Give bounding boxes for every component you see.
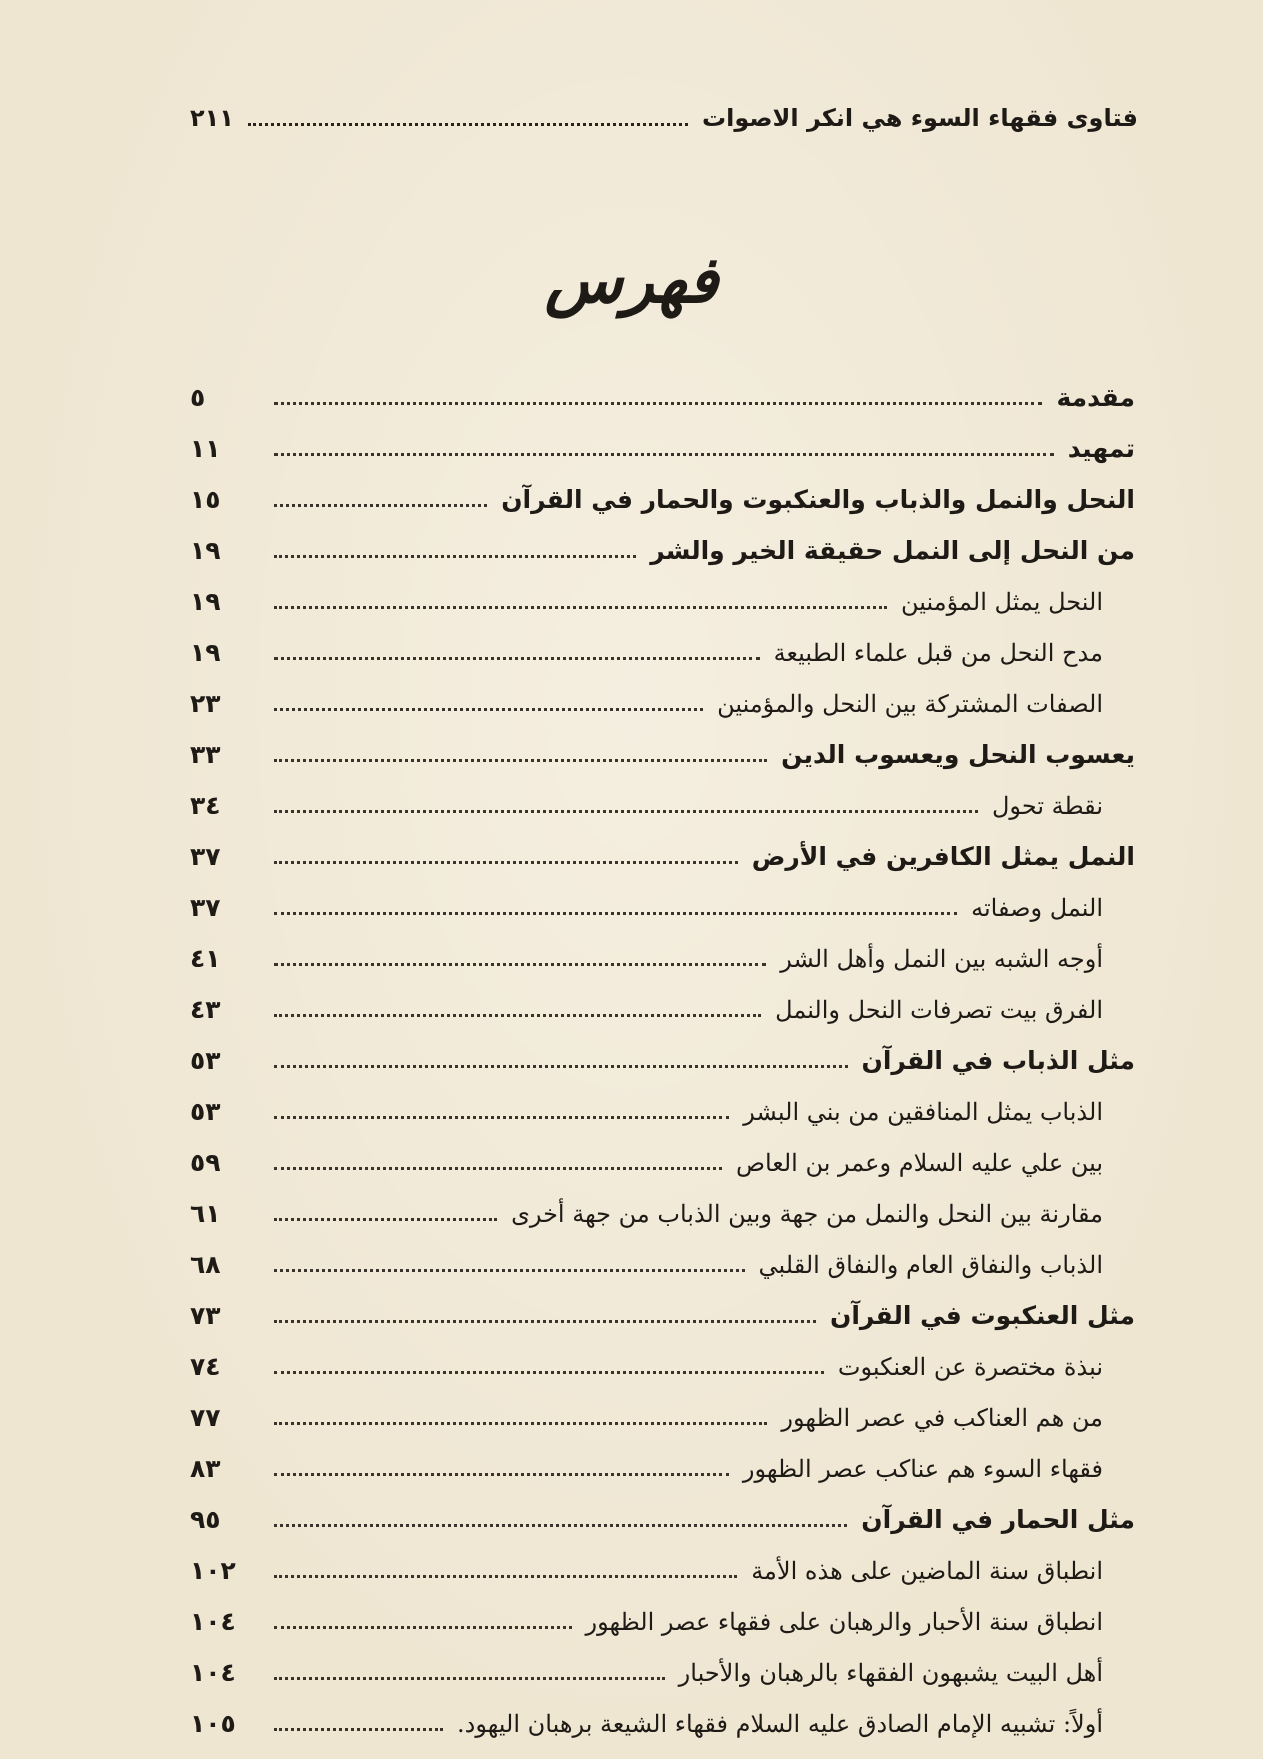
toc-entry [190, 1698, 1135, 1749]
toc-entry-page-number: ١٥ [190, 485, 221, 514]
toc-entry-title: بين علي عليه السلام وعمر بن العاص [735, 1148, 1103, 1177]
toc-entry-title: فقهاء السوء هم عناكب عصر الظهور [742, 1454, 1103, 1483]
dot-leader [274, 657, 760, 660]
toc-entry [190, 576, 1135, 627]
toc-entry-page-number: ٤٣ [190, 995, 221, 1024]
toc-entry-title: مثل الحمار في القرآن [861, 1505, 1135, 1534]
toc-entry-title: يعسوب النحل ويعسوب الدين [781, 740, 1135, 769]
table-of-contents [190, 372, 1135, 1749]
toc-entry-title: أولاً: تشبيه الإمام الصادق عليه السلام فقهاء الشيعة برهبان اليهود. [457, 1709, 1103, 1738]
dot-leader [274, 1473, 729, 1476]
toc-entry [190, 372, 1135, 423]
dot-leader [274, 402, 1042, 405]
toc-entry [190, 1596, 1135, 1647]
toc-entry [190, 1188, 1135, 1239]
toc-entry-page-number: ٥ [190, 383, 206, 412]
toc-entry-title: مقارنة بين النحل والنمل من جهة وبين الذباب من جهة أخرى [511, 1199, 1103, 1228]
dot-leader [274, 1371, 824, 1374]
dot-leader [274, 504, 487, 507]
toc-entry-title: النمل يمثل الكافرين في الأرض [751, 842, 1135, 871]
toc-entry [190, 831, 1135, 882]
index-title: فهرس [544, 243, 719, 318]
toc-entry-page-number: ٦٨ [190, 1250, 221, 1279]
toc-entry [190, 1086, 1135, 1137]
toc-entry [190, 1647, 1135, 1698]
toc-entry-title: الذباب والنفاق العام والنفاق القلبي [758, 1250, 1103, 1279]
toc-entry-title: النحل والنمل والذباب والعنكبوت والحمار في القرآن [501, 485, 1135, 514]
toc-entry-page-number: ٥٩ [190, 1148, 221, 1177]
dot-leader [274, 1320, 816, 1323]
dot-leader [274, 810, 978, 813]
toc-entry-title: تمهيد [1067, 434, 1135, 463]
toc-entry-title: النمل وصفاته [971, 893, 1103, 922]
toc-entry-page-number: ٣٤ [190, 791, 221, 820]
dot-leader [274, 759, 767, 762]
toc-entry-page-number: ٨٣ [190, 1454, 221, 1483]
dot-leader [274, 912, 957, 915]
toc-entry-page-number: ٧٧ [190, 1403, 221, 1432]
toc-entry-title: انطباق سنة الماضين على هذه الأمة [751, 1556, 1103, 1585]
toc-entry [190, 933, 1135, 984]
dot-leader [274, 1218, 497, 1221]
toc-entry [190, 525, 1135, 576]
toc-entry-page-number: ٥٣ [190, 1046, 221, 1075]
toc-entry-title: نبذة مختصرة عن العنكبوت [837, 1352, 1103, 1381]
toc-entry-page-number: ٥٣ [190, 1097, 221, 1126]
toc-entry-page-number: ١٠٤ [190, 1658, 236, 1687]
dot-leader [274, 1626, 572, 1629]
toc-entry [190, 780, 1135, 831]
dot-leader [274, 1014, 761, 1017]
toc-entry [190, 1137, 1135, 1188]
toc-entry [190, 423, 1135, 474]
dot-leader [248, 123, 688, 126]
toc-entry-title: النحل يمثل المؤمنين [901, 587, 1103, 616]
dot-leader [274, 606, 887, 609]
toc-entry-title: الذباب يمثل المنافقين من بني البشر [743, 1097, 1103, 1126]
running-header-title: فتاوى فقهاء السوء هي انكر الاصوات [701, 104, 1138, 132]
toc-entry-page-number: ٣٧ [190, 842, 221, 871]
toc-entry-title: من النحل إلى النمل حقيقة الخير والشر [650, 536, 1135, 565]
toc-entry [190, 1035, 1135, 1086]
dot-leader [274, 453, 1054, 456]
dot-leader [274, 555, 636, 558]
toc-entry-title: أوجه الشبه بين النمل وأهل الشر [780, 944, 1103, 973]
toc-entry-page-number: ١٠٤ [190, 1607, 236, 1636]
toc-entry-title: انطباق سنة الأحبار والرهبان على فقهاء عصر الظهور [585, 1607, 1103, 1636]
dot-leader [274, 1116, 729, 1119]
toc-entry-page-number: ٤١ [190, 944, 221, 973]
dot-leader [274, 1422, 767, 1425]
running-header [190, 98, 1138, 138]
toc-entry [190, 1341, 1135, 1392]
toc-entry-page-number: ٣٧ [190, 893, 221, 922]
dot-leader [274, 1728, 443, 1731]
dot-leader [274, 1167, 722, 1170]
toc-entry-page-number: ١٠٥ [190, 1709, 236, 1738]
toc-entry-page-number: ٧٣ [190, 1301, 221, 1330]
toc-entry [190, 1443, 1135, 1494]
toc-entry-title: مثل العنكبوت في القرآن [830, 1301, 1135, 1330]
toc-entry-title: الصفات المشتركة بين النحل والمؤمنين [717, 689, 1103, 718]
toc-entry-page-number: ٣٣ [190, 740, 221, 769]
toc-entry [190, 627, 1135, 678]
toc-entry [190, 678, 1135, 729]
dot-leader [274, 1065, 848, 1068]
toc-entry [190, 1494, 1135, 1545]
toc-entry-page-number: ١٩ [190, 638, 221, 667]
toc-entry-page-number: ١٠٢ [190, 1556, 236, 1585]
dot-leader [274, 861, 738, 864]
toc-entry [190, 729, 1135, 780]
toc-entry-page-number: ٧٤ [190, 1352, 221, 1381]
toc-entry [190, 1290, 1135, 1341]
toc-entry-title: من هم العناكب في عصر الظهور [781, 1403, 1103, 1432]
toc-entry-title: مثل الذباب في القرآن [861, 1046, 1135, 1075]
toc-entry-title: مدح النحل من قبل علماء الطبيعة [773, 638, 1103, 667]
dot-leader [274, 708, 703, 711]
toc-entry [190, 882, 1135, 933]
toc-entry [190, 1239, 1135, 1290]
toc-entry-page-number: ١٩ [190, 536, 221, 565]
toc-entry-title: نقطة تحول [991, 791, 1103, 820]
toc-entry [190, 474, 1135, 525]
toc-entry-page-number: ٦١ [190, 1199, 221, 1228]
toc-entry-title: الفرق بيت تصرفات النحل والنمل [775, 995, 1103, 1024]
running-header-page-number: ٢١١ [190, 104, 234, 132]
toc-entry [190, 984, 1135, 1035]
toc-entry-title: أهل البيت يشبهون الفقهاء بالرهبان والأحبار [678, 1658, 1103, 1687]
toc-entry-page-number: ٢٣ [190, 689, 221, 718]
dot-leader [274, 1677, 665, 1680]
toc-entry-title: مقدمة [1056, 383, 1135, 412]
toc-entry-page-number: ٩٥ [190, 1505, 221, 1534]
dot-leader [274, 1269, 745, 1272]
dot-leader [274, 1524, 847, 1527]
toc-entry-page-number: ١١ [190, 434, 221, 463]
dot-leader [274, 963, 766, 966]
toc-entry-page-number: ١٩ [190, 587, 221, 616]
dot-leader [274, 1575, 737, 1578]
toc-entry [190, 1545, 1135, 1596]
toc-entry [190, 1392, 1135, 1443]
